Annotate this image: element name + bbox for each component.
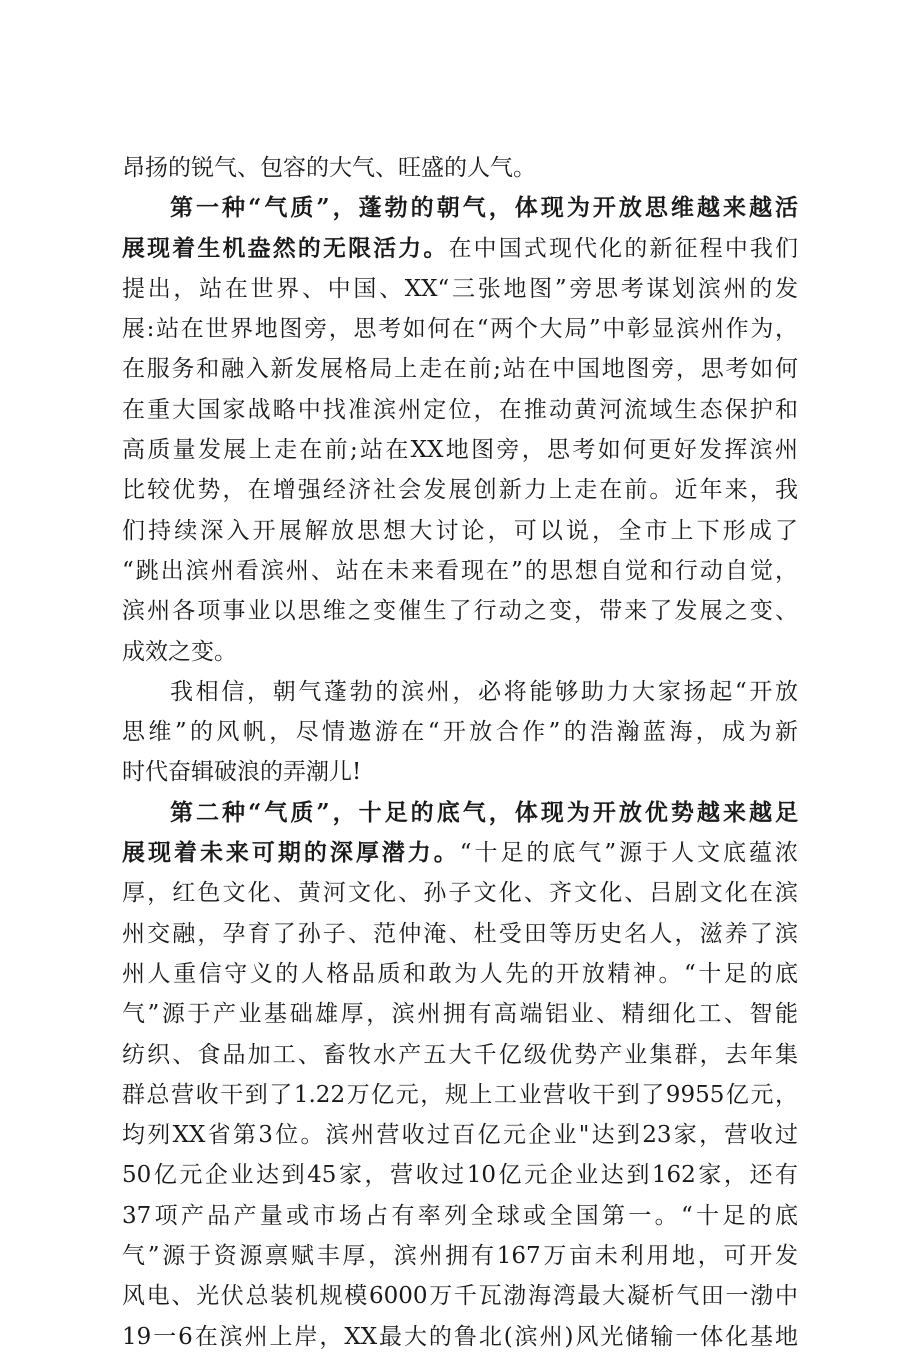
text-line (122, 1317, 798, 1357)
section-heading-line (122, 188, 798, 228)
line-text: 气”源于资源禀赋丰厚，滨州拥有167万亩未利用地，可开发 (122, 1243, 798, 1270)
line-text: 纺织、食品加工、畜牧水产五大千亿级优势产业集群，去年集 (122, 1041, 798, 1068)
line-text: 们持续深入开展解放思想大讨论，可以说，全市上下形成了 (122, 517, 798, 544)
line-bold-text: 展现着未来可期的深厚潜力。 (122, 839, 460, 867)
line-text: 滨州各项事业以思维之变催生了行动之变，带来了发展之变、 (122, 598, 798, 625)
text-line (122, 954, 798, 994)
text-line (122, 1075, 798, 1115)
text-line (122, 551, 798, 591)
text-line (122, 1115, 798, 1155)
text-line (122, 994, 798, 1034)
line-text: 时代奋辑破浪的弄潮儿! (122, 759, 362, 786)
line-text: 在服务和融入新发展格局上走在前;站在中国地图旁，思考如何 (122, 356, 798, 383)
line-text: 37项产品产量或市场占有率列全球或全国第一。“十足的底 (122, 1202, 798, 1229)
line-text: 在中国式现代化的新征程中我们 (448, 235, 798, 262)
line-text: 19一6在滨州上岸，XX最大的鲁北(滨州)风光储输一体化基地 (122, 1323, 798, 1350)
text-line (122, 712, 798, 752)
line-text: 展:站在世界地图旁，思考如何在“两个大局”中彰显滨州作为， (122, 316, 798, 343)
line-text: 50亿元企业达到45家，营收过10亿元企业达到162家，还有 (122, 1162, 798, 1189)
text-line (122, 269, 798, 309)
text-line (122, 309, 798, 349)
document-body (122, 148, 798, 1357)
text-line (122, 672, 798, 712)
line-text: 均列XX省第3位。滨州营收过百亿元企业"达到23家，营收过 (122, 1122, 798, 1149)
text-line (122, 390, 798, 430)
line-text: 思维”的风帆，尽情遨游在“开放合作”的浩瀚蓝海，成为新 (122, 719, 798, 746)
text-line (122, 511, 798, 551)
text-line (122, 833, 798, 873)
text-line (122, 148, 798, 188)
line-text: “十足的底气”源于人文底蕴浓 (459, 840, 798, 867)
text-line (122, 1276, 798, 1316)
line-text: 成效之变。 (122, 638, 237, 665)
section-heading-line (122, 793, 798, 833)
line-text: 昂扬的锐气、包容的大气、旺盛的人气。 (122, 155, 536, 181)
line-text: 第一种“气质”，蓬勃的朝气，体现为开放思维越来越活 (170, 194, 798, 222)
line-text: 比较优势，在增强经济社会发展创新力上走在前。近年来，我 (122, 477, 798, 504)
text-line (122, 914, 798, 954)
text-line (122, 1196, 798, 1236)
line-text: “跳出滨州看滨州、站在未来看现在”的思想自觉和行动自觉， (122, 557, 798, 584)
line-text: 厚，红色文化、黄河文化、孙子文化、齐文化、吕剧文化在滨 (122, 880, 798, 907)
line-text: 风电、光伏总装机规模6000万千瓦渤海湾最大凝析气田一渤中 (122, 1283, 798, 1310)
line-text: 我相信，朝气蓬勃的滨州，必将能够助力大家扬起“开放 (170, 678, 798, 705)
text-line (122, 632, 798, 672)
line-text: 州人重信守义的人格品质和敢为人先的开放精神。“十足的底 (122, 960, 798, 987)
text-line (122, 591, 798, 631)
line-text: 州交融，孕育了孙子、范仲淹、杜受田等历史名人，滋养了滨 (122, 920, 798, 947)
line-text: 群总营收干到了1.22万亿元，规上工业营收干到了9955亿元， (122, 1081, 798, 1108)
text-line (122, 1236, 798, 1276)
text-line (122, 1155, 798, 1195)
line-bold-text: 展现着生机盎然的无限活力。 (122, 235, 449, 262)
text-line (122, 430, 798, 470)
text-line (122, 349, 798, 389)
text-line (122, 1035, 798, 1075)
line-text: 提出，站在世界、中国、XX“三张地图”旁思考谋划滨州的发 (122, 275, 798, 302)
line-text: 第二种“气质”，十足的底气，体现为开放优势越来越足 (170, 798, 798, 826)
line-text: 高质量发展上走在前;站在XX地图旁，思考如何更好发挥滨州 (122, 437, 798, 464)
text-line (122, 752, 798, 792)
text-line (122, 229, 798, 269)
text-line (122, 470, 798, 510)
text-line (122, 873, 798, 913)
line-text: 气”源于产业基础雄厚，滨州拥有高端铝业、精细化工、智能 (122, 1001, 798, 1028)
line-text: 在重大国家战略中找准滨州定位，在推动黄河流域生态保护和 (122, 396, 798, 423)
